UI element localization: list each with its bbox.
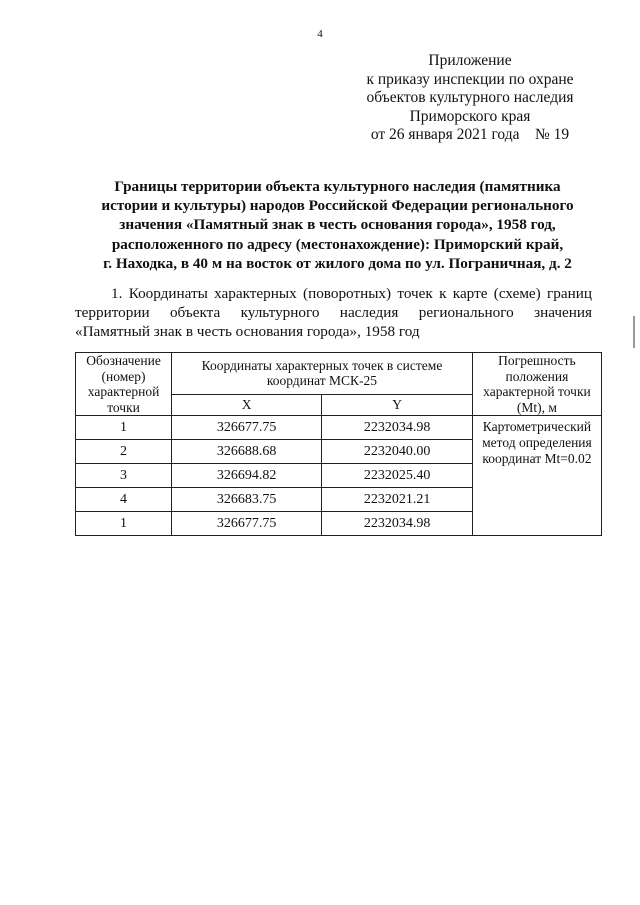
cell-x: 326677.75 (172, 512, 322, 536)
coordinates-paragraph (75, 284, 592, 341)
table-row (76, 416, 602, 440)
page-number: 4 (317, 28, 323, 40)
cell-method-note: Картометрический метод определения координат Mt=0.02 (472, 416, 601, 536)
table-header-row (76, 353, 602, 395)
document-heading (75, 177, 600, 273)
heading-line: расположенного по адресу (местонахождение): Приморский край, (111, 235, 564, 253)
header-coordinate-system: Координаты характерных точек в системе координат МСК-25 (172, 353, 473, 395)
header-accuracy: Погрешность положения характерной точки (Mt), м (472, 353, 601, 416)
cell-x: 326694.82 (172, 464, 322, 488)
cell-y: 2232034.98 (322, 512, 473, 536)
paragraph-line: «Памятный знак в честь основания города», 1958 год (75, 323, 420, 340)
appendix-date-line: от 26 января 2021 года № 19 (370, 126, 570, 143)
cell-point: 1 (76, 416, 172, 440)
paragraph-line: территории объекта культурного наследия регионального значения (75, 304, 592, 321)
coordinates-table (75, 352, 602, 536)
cell-y: 2232025.40 (322, 464, 473, 488)
header-y: Y (322, 394, 473, 415)
header-point-designation: Обозначение (номер) характерной точки (76, 353, 172, 416)
heading-line: г. Находка, в 40 м на восток от жилого дома по ул. Пограничная, д. 2 (103, 254, 572, 272)
heading-line: значения «Памятный знак в честь основания города», 1958 год, (119, 216, 556, 234)
header-x: X (172, 394, 322, 415)
cell-x: 326683.75 (172, 488, 322, 512)
appendix-line: Приморского края (409, 107, 531, 125)
appendix-title: Приложение (428, 52, 512, 69)
cell-y: 2232021.21 (322, 488, 473, 512)
appendix-line: к приказу инспекции по охране (366, 70, 574, 88)
appendix-line: объектов культурного наследия (366, 89, 574, 106)
cell-point: 3 (76, 464, 172, 488)
heading-line: истории и культуры) народов Российской Федерации регионального (101, 197, 574, 215)
cell-point: 1 (76, 512, 172, 536)
cell-point: 4 (76, 488, 172, 512)
cell-x: 326688.68 (172, 440, 322, 464)
appendix-block (340, 52, 600, 145)
cell-point: 2 (76, 440, 172, 464)
scan-edge-mark (633, 316, 635, 348)
cell-y: 2232034.98 (322, 416, 473, 440)
cell-y: 2232040.00 (322, 440, 473, 464)
cell-x: 326677.75 (172, 416, 322, 440)
heading-line: Границы территории объекта культурного наследия (памятника (114, 178, 561, 195)
paragraph-line: 1. Координаты характерных (поворотных) точек к карте (схеме) границ (111, 285, 592, 302)
